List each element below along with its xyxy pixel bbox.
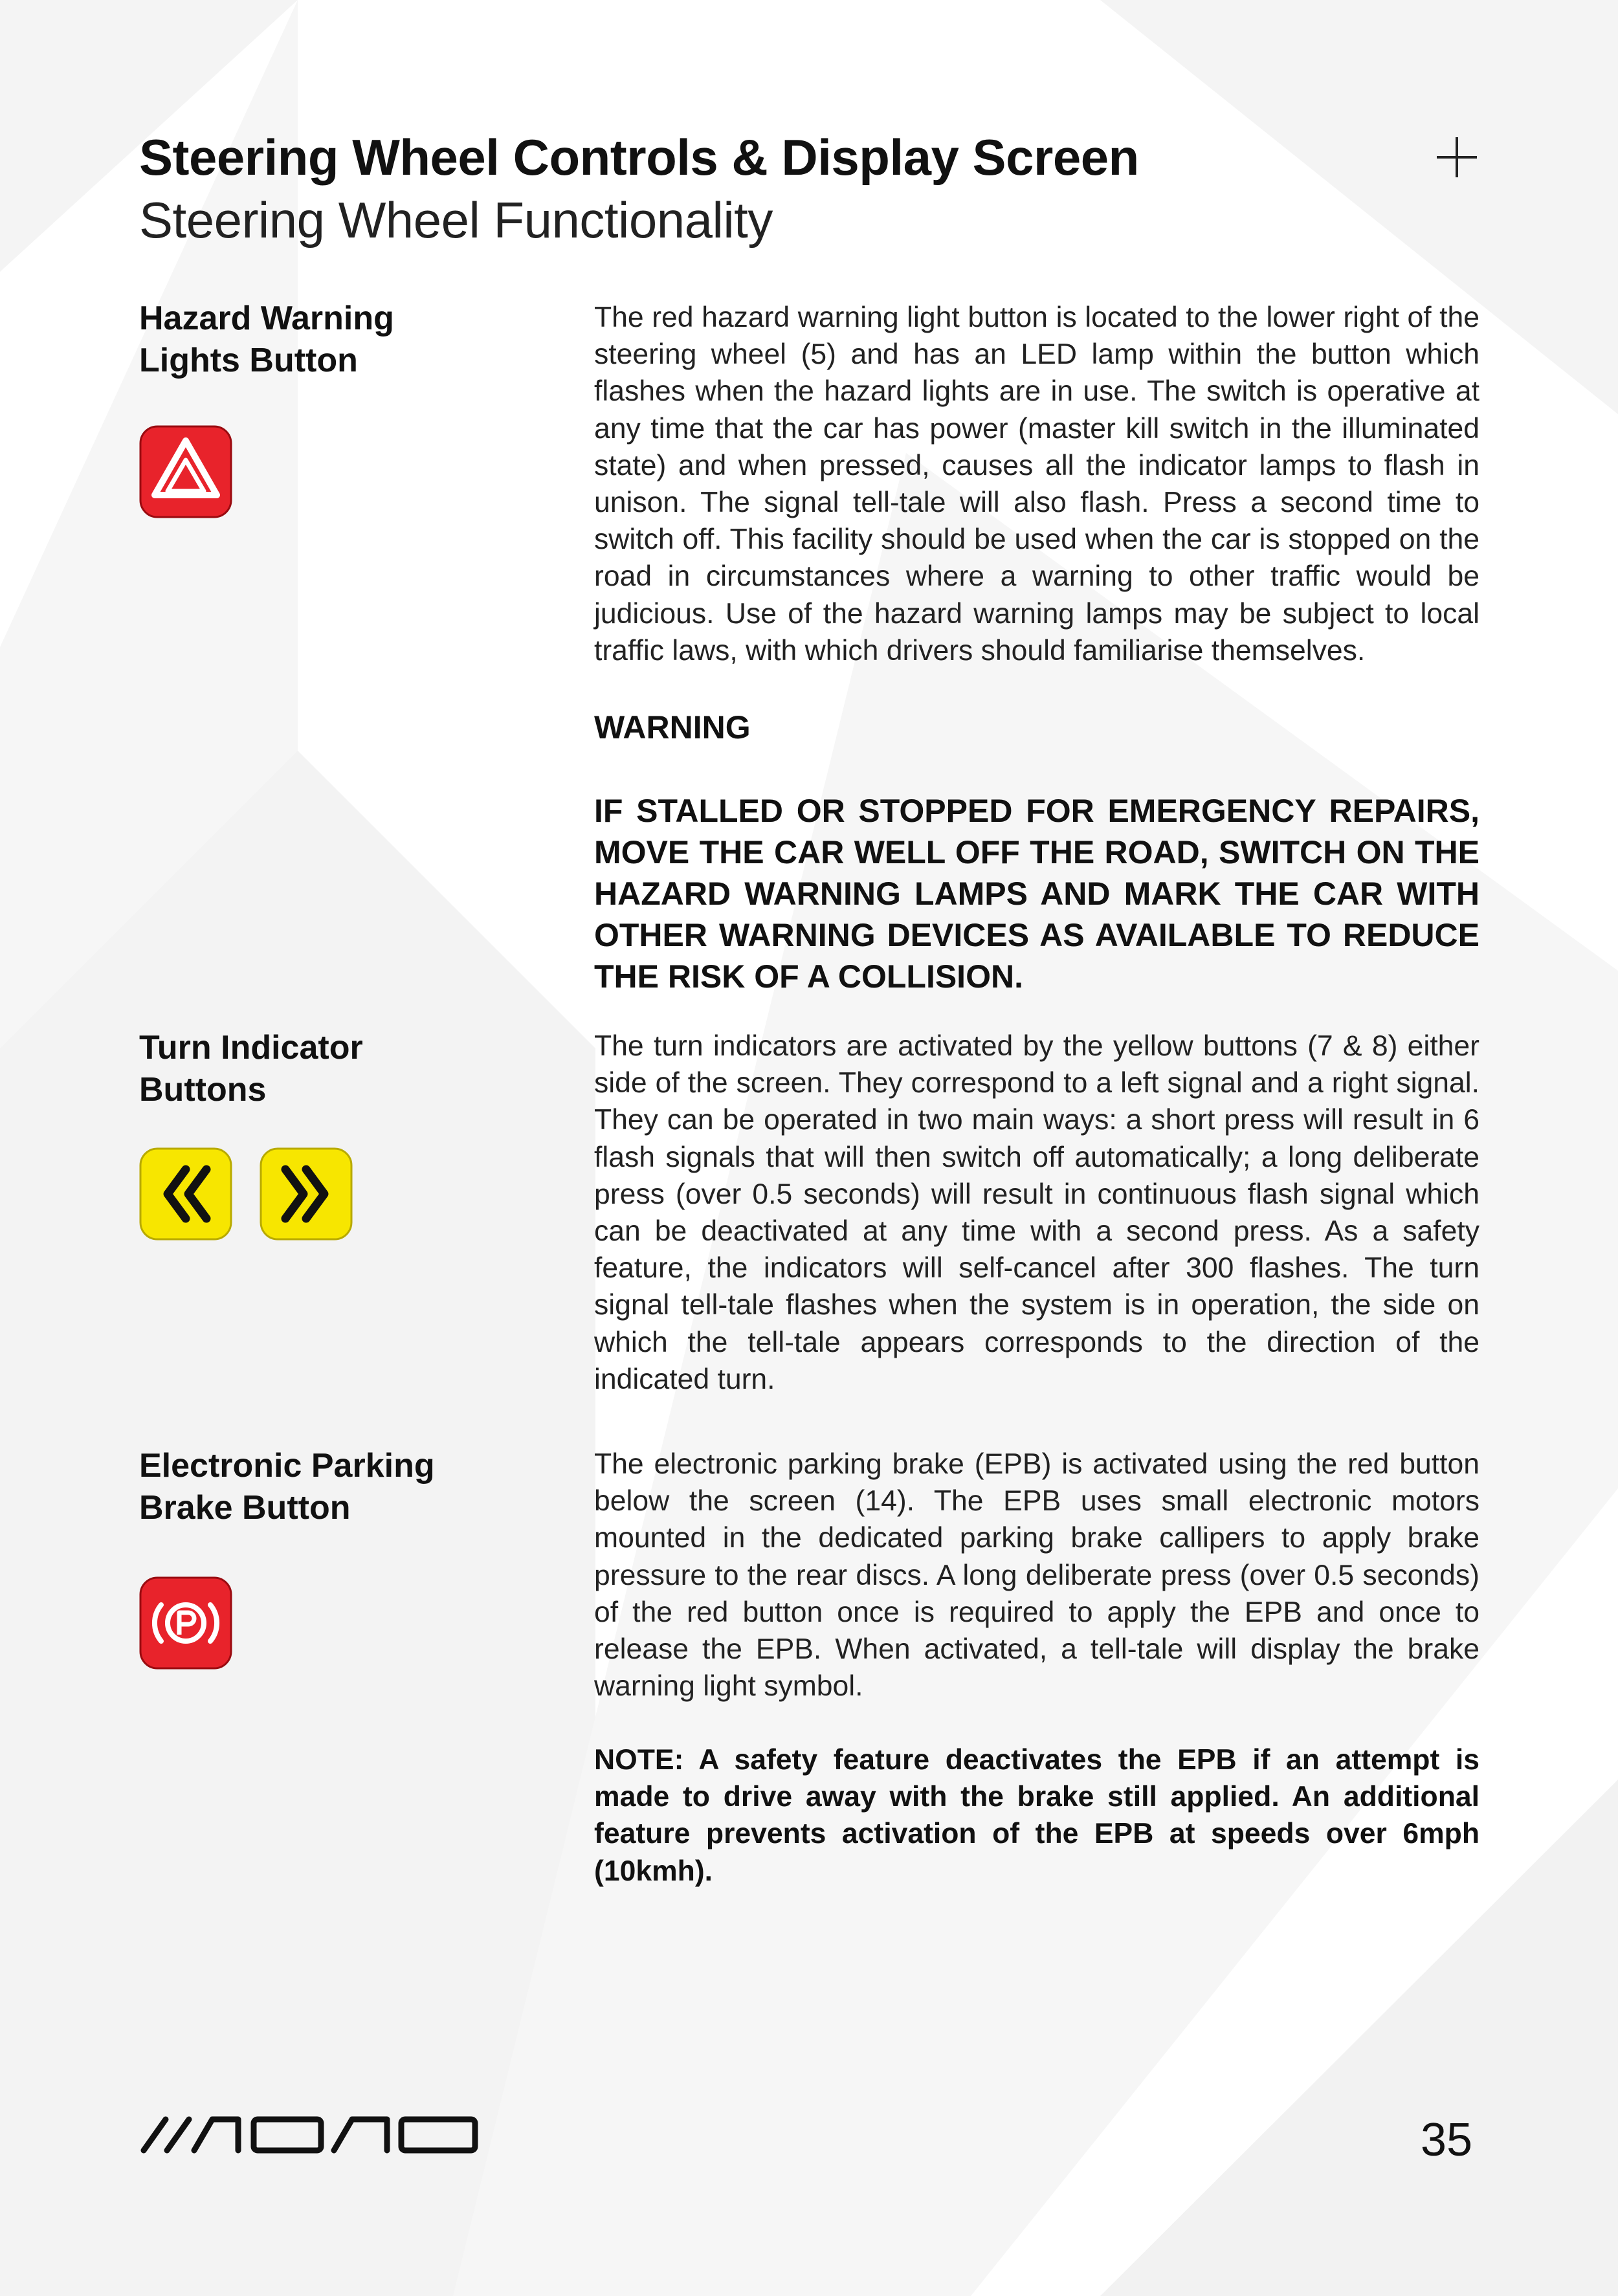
hazard-title-line1: Hazard Warning (139, 300, 394, 337)
turn-left-icon (139, 1147, 232, 1241)
epb-note: NOTE: A safety feature deactivates the EPB if an attempt is made to drive away with the brake still applied. An additional feature prevents activation of the EPB at speeds over 6mph (10kmh). (594, 1744, 1479, 1887)
epb-title-line2: Brake Button (139, 1489, 351, 1527)
turn-description: The turn indicators are activated by the yellow buttons (7 & 8) either side of the screen. They correspond to a left signal and a right signal. They can be operated in two main ways: a short press will result in 6 flash signals that will then switch off automatically; a long deliberate press (over 0.5 seconds) will result in continuous flash signal which can be deactivated at any time with a second press. As a safety feature, the indicators will self-cancel after 300 flashes. The turn signal tell-tale flashes when the system is in operation, the side on which the tell-tale appears corresponds to the direction of the indicated turn. (594, 1030, 1479, 1395)
warning-text: IF STALLED OR STOPPED FOR EMERGENCY REPAIRS, MOVE THE CAR WELL OFF THE ROAD, SWITCH ON THE HAZARD WARNING LAMPS AND MARK THE CAR WITH OTHER WARNING DEVICES AS AVAILABLE TO REDUCE THE RISK OF A COLLISION. (594, 793, 1479, 995)
epb-description: The electronic parking brake (EPB) is activated using the red button below the screen (14). The EPB uses small electronic motors mounted in the dedicated parking brake callipers to apply brake pressure to the rear discs. A long deliberate press (over 0.5 seconds) of the red button once is required to apply the EPB and once to release the EPB. When activated, a tell-tale will display the brake warning light symbol. (594, 1448, 1479, 1703)
page-subtitle: Steering Wheel Functionality (139, 192, 773, 248)
page-number: 35 (1421, 2114, 1473, 2166)
mono-logo-mark (140, 2116, 480, 2154)
hazard-description: The red hazard warning light button is located to the lower right of the steering wheel (5) and has an LED lamp within the button which flashes when the hazard lights are in use. The switch is operative at any time that the car has power (master kill switch in the illuminated state) and when pressed, causes all the indicator lamps to flash in unison. The signal tell-tale will also flash. Press a second time to switch off. This facility should be used when the car is stopped on the road in circumstances where a warning to other traffic would be judicious. Use of the hazard warning lamps may be subject to local traffic laws, with which drivers should familiarise themselves. (594, 302, 1479, 667)
warning-heading: WARNING (594, 709, 751, 745)
parking-brake-icon (139, 1576, 232, 1670)
turn-section-title (139, 1027, 363, 1111)
mono-logo (140, 2116, 480, 2154)
plus-icon[interactable] (1437, 137, 1477, 177)
epb-section-title (139, 1445, 435, 1529)
epb-title-line1: Electronic Parking (139, 1447, 435, 1485)
page-title: Steering Wheel Controls & Display Screen (139, 129, 1139, 186)
hazard-section-title (139, 298, 394, 382)
turn-title-line1: Turn Indicator (139, 1029, 363, 1066)
hazard-warning-icon (139, 425, 232, 518)
turn-right-icon (260, 1147, 353, 1241)
hazard-title-line2: Lights Button (139, 342, 358, 379)
turn-title-line2: Buttons (139, 1071, 267, 1109)
